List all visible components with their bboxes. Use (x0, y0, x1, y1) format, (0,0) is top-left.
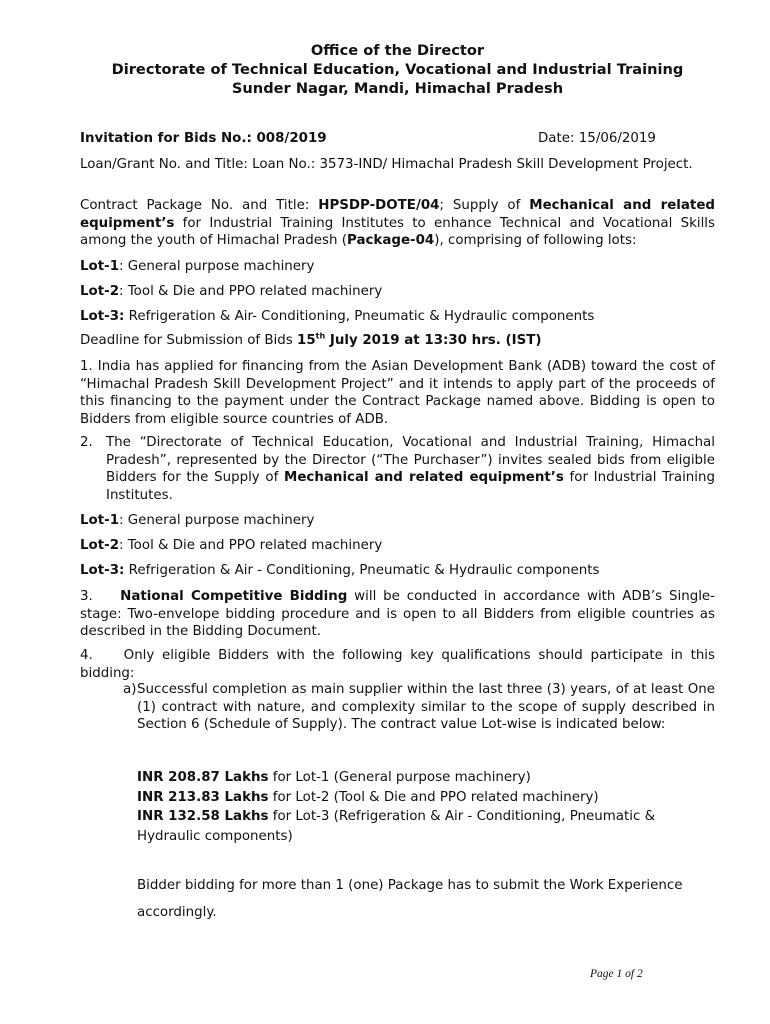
lot-item: Lot-1: General purpose machinery (80, 259, 315, 274)
header-directorate: Directorate of Technical Education, Vocational and Industrial Training (111, 61, 684, 78)
paragraph-2: 2. The “Directorate of Technical Education, Vocational and Industrial Training, Himachal Pradesh”, represented by the Director (“The Purchaser”) invites sealed bids from eligible Bidders for the Supply of Mechanical and related equipment’s for Industrial Training Institutes. (80, 435, 715, 503)
header-location: Sunder Nagar, Mandi, Himachal Pradesh (231, 80, 564, 97)
ifb-date: Date: 15/06/2019 (538, 131, 656, 146)
value-line: INR 132.58 Lakhs for Lot-3 (Refrigeration & Air - Conditioning, Pneumatic & Hydraulic components) (137, 809, 656, 844)
lot-item: Lot-3: Refrigeration & Air- Conditioning, Pneumatic & Hydraulic components (80, 309, 595, 324)
qualification-item-a: a) Successful completion as main supplier within the last three (3) years, of at least One (1) contract with nature, and complexity similar to the scope of supply described in Section 6 (Schedule of Supply). The contract value Lot-wise is indicated below: (123, 682, 715, 732)
contract-package: Contract Package No. and Title: HPSDP-DOTE/04; Supply of Mechanical and related equipment’s for Industrial Training Institutes to enhance Technical and Vocational Skills among the youth of Himachal Pradesh (Package-04), comprising of following lots: (80, 198, 715, 248)
paragraph-1: 1. India has applied for financing from the Asian Development Bank (ADB) toward the cost of “Himachal Pradesh Skill Development Project” and it intends to apply part of the proceeds of this financing to the payment under the Contract Package named above. Bidding is open to Bidders from eligible source countries of ADB. (80, 359, 715, 427)
paragraph-4: 4. Only eligible Bidders with the following key qualifications should participate in this bidding: (80, 648, 720, 681)
lot-item: Lot-2: Tool & Die and PPO related machinery (80, 538, 383, 553)
bidder-note: Bidder bidding for more than 1 (one) Package has to submit the Work Experience accordingly. (137, 878, 683, 920)
value-line: INR 208.87 Lakhs for Lot-1 (General purpose machinery) (137, 770, 531, 785)
deadline: Deadline for Submission of Bids 15th July 2019 at 13:30 hrs. (IST) (80, 331, 542, 348)
page-number: Page 1 of 2 (590, 968, 643, 980)
loan-title: Loan/Grant No. and Title: Loan No.: 3573-IND/ Himachal Pradesh Skill Development Project. (80, 157, 693, 172)
lot-item: Lot-2: Tool & Die and PPO related machinery (80, 284, 383, 299)
value-line: INR 213.83 Lakhs for Lot-2 (Tool & Die and PPO related machinery) (137, 789, 599, 805)
lot-item: Lot-3: Refrigeration & Air - Conditioning, Pneumatic & Hydraulic components (80, 563, 600, 578)
header-office: Office of the Director (310, 42, 485, 59)
paragraph-3: 3. National Competitive Bidding will be conducted in accordance with ADB’s Single-stage: Two-envelope bidding procedure and is open to all Bidders from eligible countries as described in the Bidding Document. (80, 589, 720, 639)
ifb-row (80, 131, 715, 146)
contract-values (137, 768, 715, 846)
lot-item: Lot-1: General purpose machinery (80, 513, 315, 528)
ifb-number: Invitation for Bids No.: 008/2019 (80, 131, 327, 146)
